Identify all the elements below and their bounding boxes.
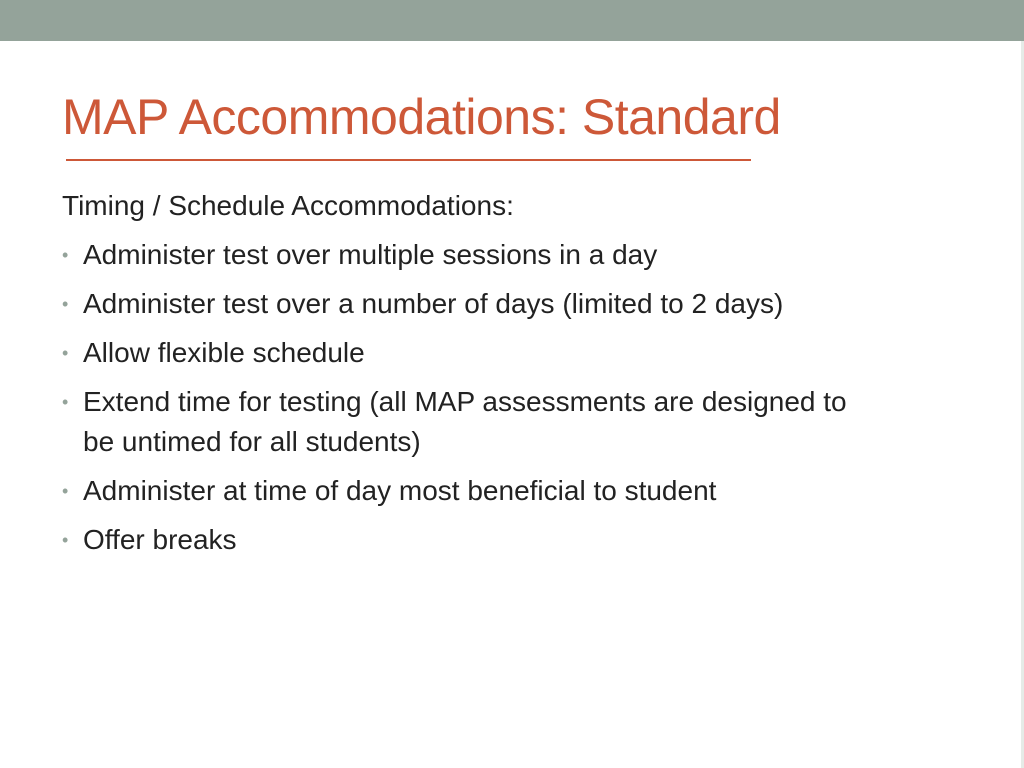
section-intro: Timing / Schedule Accommodations: bbox=[62, 190, 514, 221]
list-item bbox=[62, 235, 962, 275]
top-band bbox=[0, 0, 1024, 41]
bullet-text: Administer test over multiple sessions in a day bbox=[83, 239, 658, 270]
bullet-icon: • bbox=[62, 294, 69, 314]
bullet-icon: • bbox=[62, 343, 69, 363]
bullet-list bbox=[62, 235, 962, 560]
slide-title: MAP Accommodations: Standard bbox=[62, 89, 781, 145]
bullet-text: Administer at time of day most beneficial to student bbox=[83, 475, 717, 506]
title-underline bbox=[66, 159, 751, 161]
bullet-text: Offer breaks bbox=[83, 524, 237, 555]
bullet-text: Extend time for testing (all MAP assessments are designed to be untimed for all students) bbox=[83, 386, 847, 457]
bullet-icon: • bbox=[62, 392, 69, 412]
slide-body bbox=[62, 186, 962, 569]
bullet-icon: • bbox=[62, 530, 69, 550]
bullet-text: Administer test over a number of days (limited to 2 days) bbox=[83, 288, 784, 319]
bullet-icon: • bbox=[62, 245, 69, 265]
list-item bbox=[62, 333, 962, 373]
bullet-icon: • bbox=[62, 481, 69, 501]
list-item bbox=[62, 382, 962, 462]
list-item bbox=[62, 471, 962, 511]
list-item bbox=[62, 520, 962, 560]
bullet-text: Allow flexible schedule bbox=[83, 337, 365, 368]
list-item bbox=[62, 284, 962, 324]
